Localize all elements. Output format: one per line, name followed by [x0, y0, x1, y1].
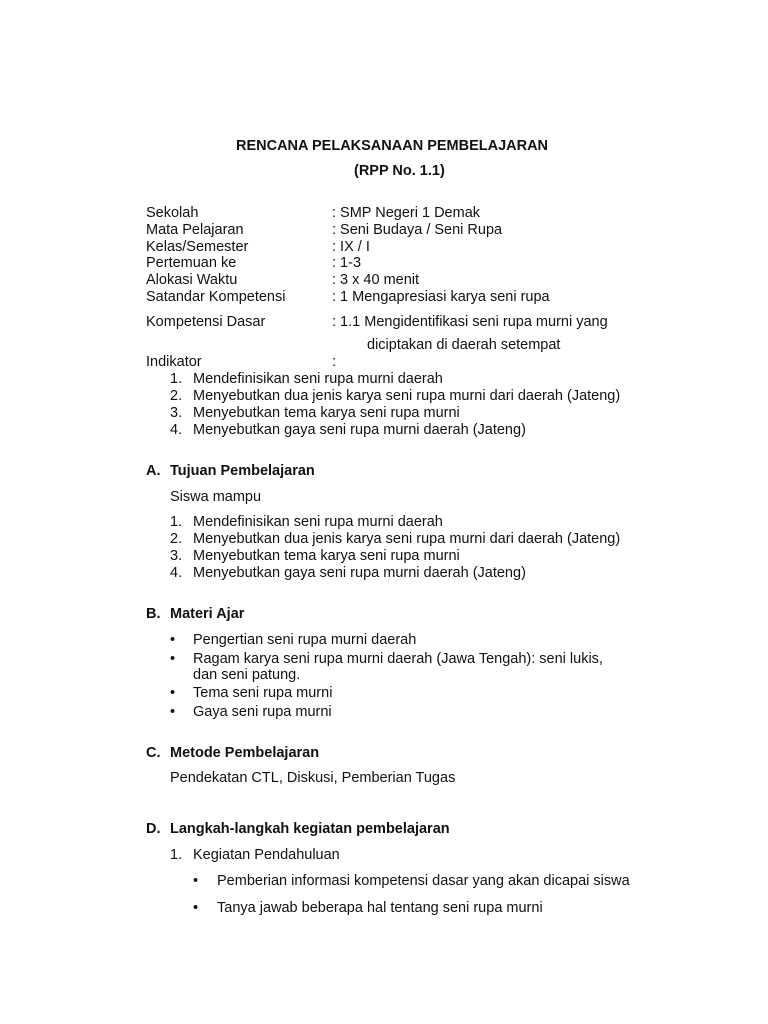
kompetensi-dasar-label: Kompetensi Dasar — [146, 314, 266, 330]
list-number: 1. — [170, 371, 183, 387]
identity-label: Sekolah — [146, 205, 199, 221]
bullet-icon: • — [170, 704, 176, 720]
section-b-letter: B. — [146, 606, 161, 622]
kompetensi-dasar-value: : 1.1 Mengidentifikasi seni rupa murni yang — [332, 314, 608, 330]
bullet-icon: • — [170, 685, 176, 701]
identity-value: : 3 x 40 menit — [332, 272, 420, 288]
list-item: Menyebutkan dua jenis karya seni rupa murni dari daerah (Jateng) — [193, 388, 621, 404]
identity-value: : 1 Mengapresiasi karya seni rupa — [332, 289, 550, 305]
list-item: Menyebutkan tema karya seni rupa murni — [193, 548, 460, 564]
identity-label: Satandar Kompetensi — [146, 289, 286, 305]
document-subtitle: (RPP No. 1.1) — [354, 163, 445, 179]
identity-label: Mata Pelajaran — [146, 222, 244, 238]
document-title: RENCANA PELAKSANAAN PEMBELAJARAN — [236, 138, 549, 154]
section-c-text: Pendekatan CTL, Diskusi, Pemberian Tugas — [170, 770, 456, 786]
list-item: Gaya seni rupa murni — [193, 704, 332, 720]
indikator-colon: : — [332, 354, 337, 370]
list-item: Menyebutkan tema karya seni rupa murni — [193, 405, 460, 421]
list-number: 4. — [170, 565, 183, 581]
section-b-heading: Materi Ajar — [170, 606, 245, 622]
section-d-sub1: Kegiatan Pendahuluan — [193, 847, 340, 863]
list-item: Menyebutkan gaya seni rupa murni daerah (Jateng) — [193, 422, 526, 438]
identity-label: Alokasi Waktu — [146, 272, 238, 288]
list-number: 1. — [170, 847, 183, 863]
section-c-letter: C. — [146, 745, 161, 761]
section-a-heading: Tujuan Pembelajaran — [170, 463, 315, 479]
list-item: Tema seni rupa murni — [193, 685, 333, 701]
list-item-cont: dan seni patung. — [193, 667, 301, 683]
indikator-label: Indikator — [146, 354, 202, 370]
identity-value: : 1-3 — [332, 255, 362, 271]
bullet-icon: • — [170, 632, 176, 648]
list-item: Ragam karya seni rupa murni daerah (Jawa Tengah): seni lukis, — [193, 651, 603, 667]
identity-value: : SMP Negeri 1 Demak — [332, 205, 481, 221]
list-item: Menyebutkan gaya seni rupa murni daerah (Jateng) — [193, 565, 526, 581]
section-d-heading: Langkah-langkah kegiatan pembelajaran — [170, 821, 450, 837]
list-item: Pemberian informasi kompetensi dasar yang akan dicapai siswa — [217, 873, 630, 889]
identity-value: : IX / I — [332, 239, 370, 255]
section-a-letter: A. — [146, 463, 161, 479]
list-number: 2. — [170, 531, 183, 547]
list-item: Mendefinisikan seni rupa murni daerah — [193, 514, 443, 530]
bullet-icon: • — [193, 900, 199, 916]
section-d-letter: D. — [146, 821, 161, 837]
section-c-heading: Metode Pembelajaran — [170, 745, 320, 761]
list-number: 3. — [170, 548, 183, 564]
list-number: 3. — [170, 405, 183, 421]
list-number: 4. — [170, 422, 183, 438]
identity-value: : Seni Budaya / Seni Rupa — [332, 222, 503, 238]
list-number: 2. — [170, 388, 183, 404]
identity-label: Pertemuan ke — [146, 255, 237, 271]
identity-label: Kelas/Semester — [146, 239, 249, 255]
list-item: Mendefinisikan seni rupa murni daerah — [193, 371, 443, 387]
bullet-icon: • — [193, 873, 199, 889]
list-item: Pengertian seni rupa murni daerah — [193, 632, 417, 648]
section-a-intro: Siswa mampu — [170, 489, 262, 505]
list-item: Tanya jawab beberapa hal tentang seni rupa murni — [217, 900, 543, 916]
bullet-icon: • — [170, 651, 176, 667]
kompetensi-dasar-value-cont: diciptakan di daerah setempat — [367, 337, 561, 353]
list-item: Menyebutkan dua jenis karya seni rupa murni dari daerah (Jateng) — [193, 531, 621, 547]
list-number: 1. — [170, 514, 183, 530]
